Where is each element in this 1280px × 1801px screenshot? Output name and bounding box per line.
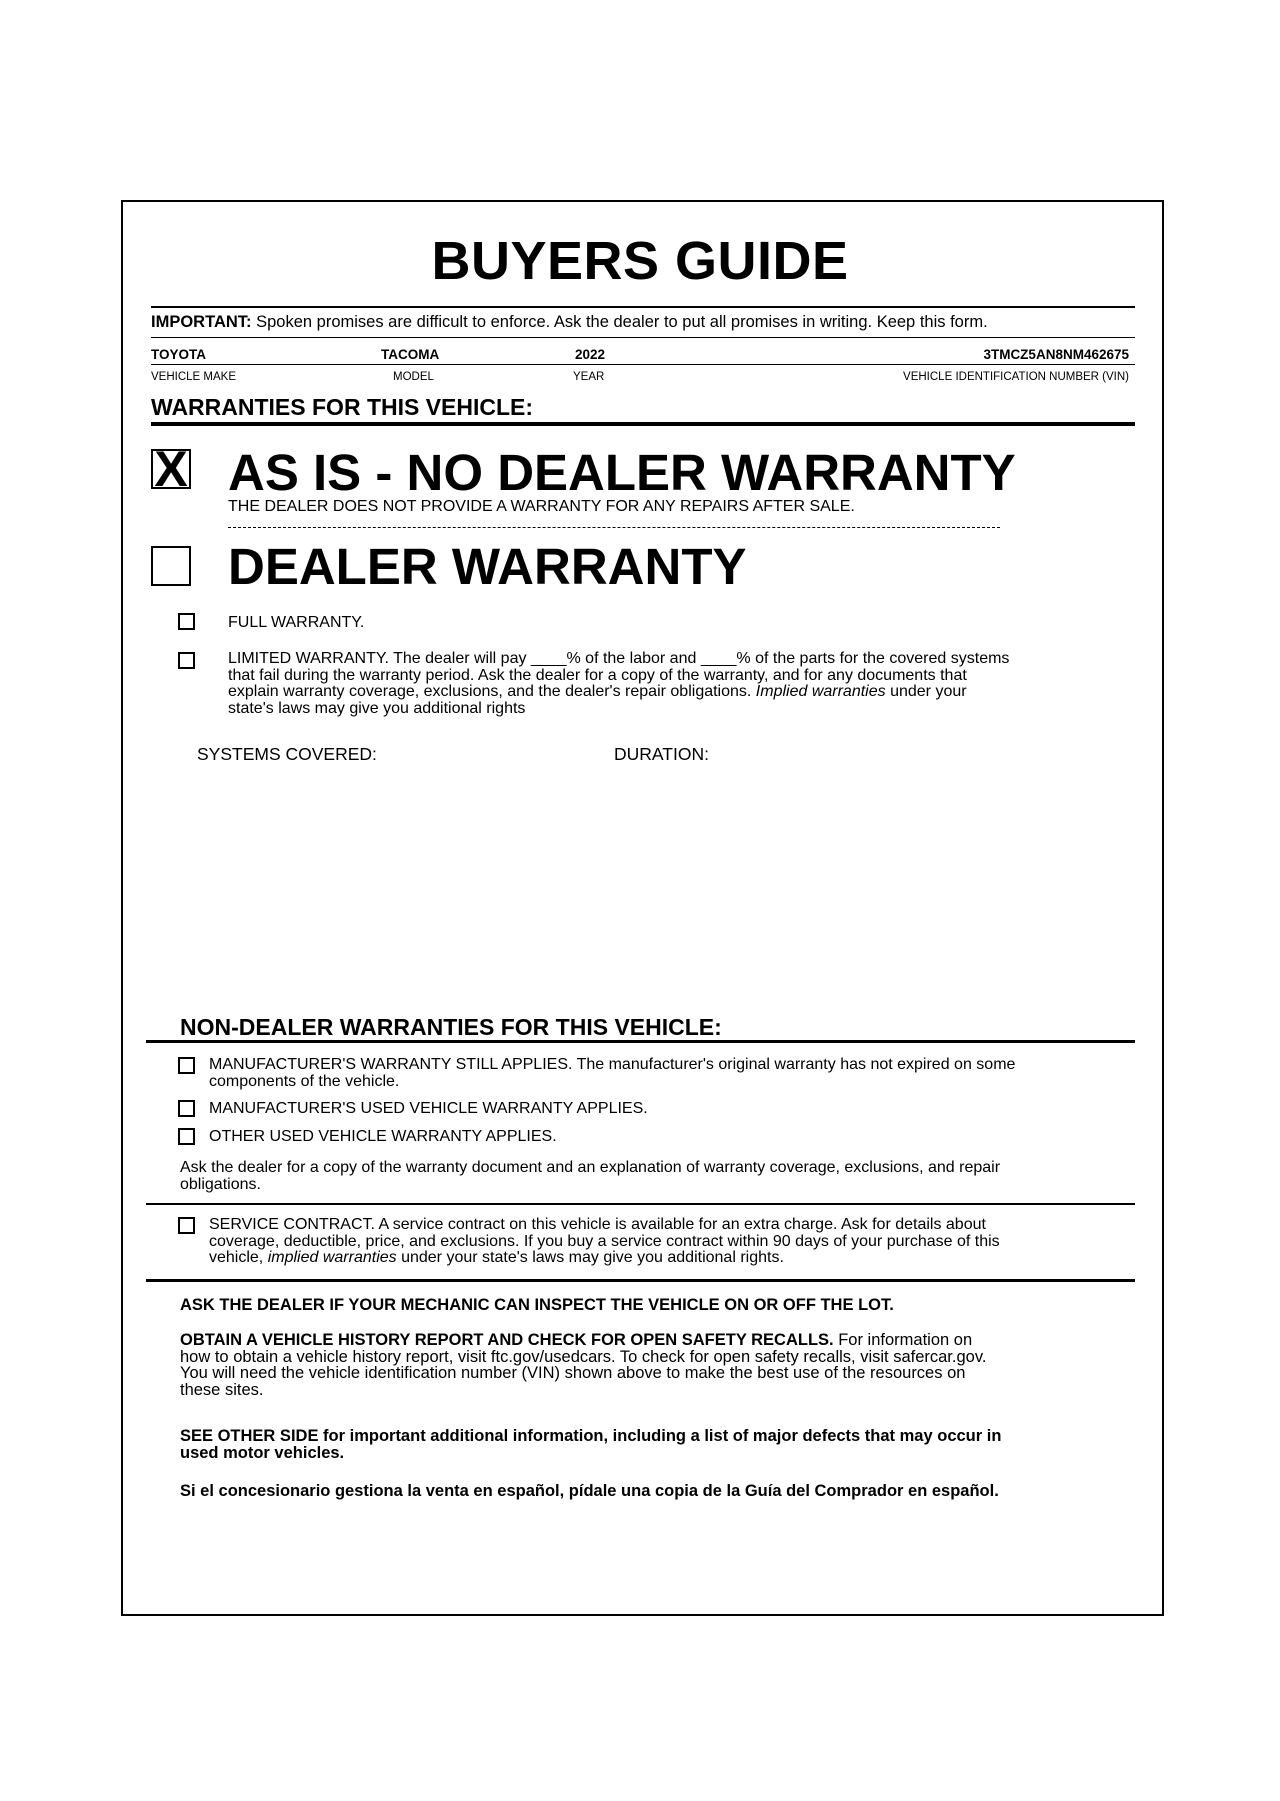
as-is-label: AS IS - NO DEALER WARRANTY <box>228 444 1016 501</box>
other-used-warranty-label: OTHER USED VEHICLE WARRANTY APPLIES. <box>209 1128 557 1145</box>
important-text: Spoken promises are difficult to enforce. Ask the dealer to put all promises in writing. Keep this form. <box>256 313 988 331</box>
text-line: MANUFACTURER'S WARRANTY STILL APPLIES. The manufacturer's original warranty has not expired on some <box>209 1056 1016 1073</box>
important-label: IMPORTANT: <box>151 313 252 331</box>
as-is-subtext: THE DEALER DOES NOT PROVIDE A WARRANTY FOR ANY REPAIRS AFTER SALE. <box>228 498 855 515</box>
text-run: For information on <box>833 1331 973 1349</box>
divider <box>151 337 1135 338</box>
manufacturer-warranty-text <box>209 1057 1129 1090</box>
dealer-warranty-label: DEALER WARRANTY <box>228 538 747 595</box>
divider-thick <box>151 422 1135 426</box>
divider-thick <box>146 1279 1135 1282</box>
vehicle-make-label: VEHICLE MAKE <box>151 371 236 383</box>
full-warranty-label: FULL WARRANTY. <box>228 614 365 631</box>
vehicle-vin: 3TMCZ5AN8NM462675 <box>983 347 1129 362</box>
duration-label: DURATION: <box>614 744 709 764</box>
text-line: components of the vehicle. <box>209 1072 400 1090</box>
divider <box>151 364 1135 365</box>
divider <box>151 306 1135 308</box>
text-line: these sites. <box>180 1380 264 1399</box>
important-notice <box>151 313 988 332</box>
spanish-notice: Si el concesionario gestiona la venta en español, pídale una copia de la Guía del Comprador en español. <box>180 1482 999 1500</box>
vehicle-year: 2022 <box>575 347 606 362</box>
text-line: SEE OTHER SIDE for important additional information, including a list of major defects that may occur in <box>180 1427 1002 1445</box>
implied-warranties-text: implied warranties <box>267 1249 397 1266</box>
check-mark: X <box>154 441 188 497</box>
vehicle-make: TOYOTA <box>151 347 207 362</box>
text-line: LIMITED WARRANTY. The dealer will pay ____% of the labor and ____% of the parts for the covered systems <box>228 650 1010 667</box>
text-line: state's laws may give you additional rights <box>228 699 526 717</box>
text-run: explain warranty coverage, exclusions, and the dealer's repair obligations. <box>228 683 756 700</box>
systems-covered-label: SYSTEMS COVERED: <box>197 744 377 764</box>
vehicle-vin-label: VEHICLE IDENTIFICATION NUMBER (VIN) <box>903 371 1129 383</box>
text-line: obligations. <box>180 1175 261 1193</box>
text-line <box>228 684 1148 701</box>
vehicle-model: TACOMA <box>381 347 440 362</box>
text-line: You will need the vehicle identification number (VIN) shown above to make the best use of the resources on <box>180 1364 966 1382</box>
other-used-warranty-checkbox[interactable] <box>178 1128 195 1145</box>
form-title: BUYERS GUIDE <box>431 231 849 291</box>
vehicle-model-label: MODEL <box>393 371 434 383</box>
text-line <box>180 1332 1140 1349</box>
used-vehicle-warranty-label: MANUFACTURER'S USED VEHICLE WARRANTY APPLIES. <box>209 1100 648 1117</box>
text-line: how to obtain a vehicle history report, visit ftc.gov/usedcars. To check for open safety recalls, visit safercar.gov. <box>180 1347 987 1366</box>
text-line: Ask the dealer for a copy of the warranty document and an explanation of warranty coverage, exclusions, and repair <box>180 1159 1001 1176</box>
full-warranty-checkbox[interactable] <box>178 613 195 630</box>
text-line: coverage, deductible, price, and exclusions. If you buy a service contract within 90 days of your purchase of this <box>209 1232 1000 1250</box>
non-dealer-heading: NON-DEALER WARRANTIES FOR THIS VEHICLE: <box>180 1014 722 1040</box>
service-contract-checkbox[interactable] <box>178 1217 195 1234</box>
dealer-warranty-checkbox[interactable] <box>151 546 191 586</box>
divider <box>146 1203 1135 1205</box>
implied-warranties-text: Implied warranties <box>755 683 886 700</box>
text-run: under your state's laws may give you additional rights. <box>396 1249 784 1266</box>
divider-thick <box>146 1040 1135 1043</box>
text-run: vehicle, <box>209 1249 268 1266</box>
text-line: used motor vehicles. <box>180 1443 345 1462</box>
dashed-separator <box>228 527 1000 528</box>
see-other-side-text <box>180 1428 1140 1461</box>
text-line: SERVICE CONTRACT. A service contract on this vehicle is available for an extra charge. Ask for details about <box>209 1216 986 1233</box>
history-heading: OBTAIN A VEHICLE HISTORY REPORT AND CHECK FOR OPEN SAFETY RECALLS. <box>180 1331 834 1349</box>
service-contract-text <box>209 1217 1139 1267</box>
inspect-notice: ASK THE DEALER IF YOUR MECHANIC CAN INSPECT THE VEHICLE ON OR OFF THE LOT. <box>180 1296 894 1314</box>
text-run: under your <box>885 683 967 700</box>
warranties-heading: WARRANTIES FOR THIS VEHICLE: <box>151 394 534 420</box>
limited-warranty-text <box>228 651 1148 717</box>
vehicle-year-label: YEAR <box>573 371 605 383</box>
ask-dealer-text <box>180 1160 1135 1193</box>
text-line <box>209 1250 1139 1267</box>
text-line: that fail during the warranty period. Ask the dealer for a copy of the warranty, and for any documents that <box>228 666 967 684</box>
history-report-text <box>180 1332 1140 1398</box>
used-vehicle-warranty-checkbox[interactable] <box>178 1100 195 1117</box>
manufacturer-warranty-checkbox[interactable] <box>178 1057 195 1074</box>
limited-warranty-checkbox[interactable] <box>178 652 195 669</box>
as-is-checkbox[interactable] <box>151 441 191 497</box>
